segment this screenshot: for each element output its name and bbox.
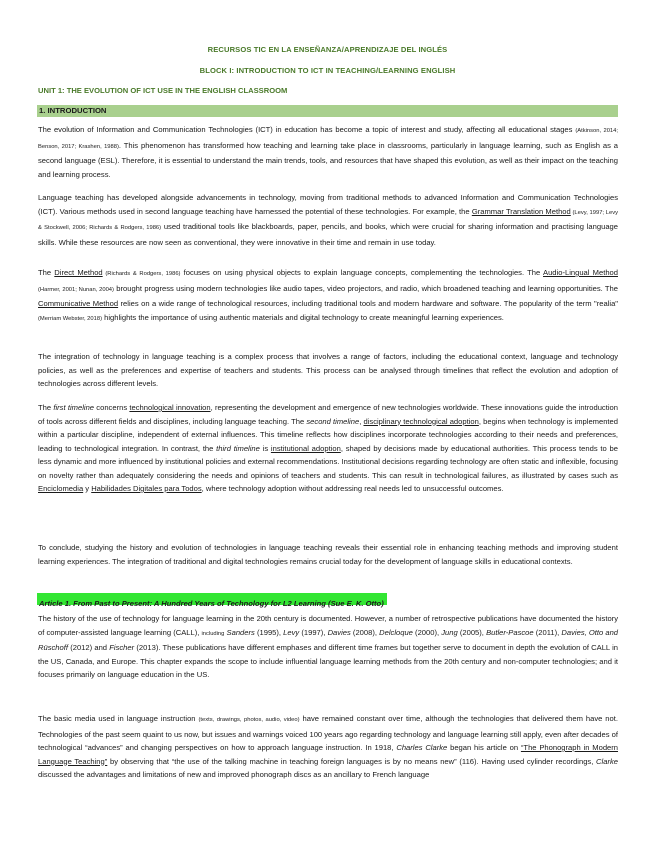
course-title: RECURSOS TIC EN LA ENSEÑANZA/APRENDIZAJE DEL INGLÉS (207, 45, 448, 54)
link-audio-lingual-method[interactable]: Audio-Lingual Method (543, 268, 618, 277)
link-grammar-translation-method[interactable]: Grammar Translation Method (471, 206, 571, 216)
paragraph-direct-method: The Direct Method (Richards & Rodgers, 1986) focuses on using physical objects to explain language concepts, complementing the technologies. The Audio-Lingual Method (Harmer, 2001; Nunan, 2004) brought progress using modern technologies like audio tapes, video projectors, and radio, which broadened teaching and learning opportunities. The Communicative Method relies on a wide range of technological resources, including traditional tools and modern hardware and software. The popularity of the term "realia" (Merriam Webster, 2018) highlights the importance of using authentic materials and digital technology to create meaningful learning experiences. (38, 268, 619, 322)
paragraph-integration: The integration of technology in language teaching is a complex process that involves a range of factors, including the educational context, language and technology policies, as well as the preferences and expertise of teachers and students. This process can be analysed through timelines that reflect the evolution and adoption of technologies across different levels. (38, 352, 618, 388)
link-communicative-method[interactable]: Communicative Method (38, 299, 119, 308)
section-heading-bar (37, 105, 618, 117)
paragraph-methods: Language teaching has developed alongside advancements in technology, moving from traditional methods to advanced Information and Communication Technologies (ICT). Various methods used in second language teaching have harnessed the potential of these technologies. For example, the Grammar Translation Method (Levy, 1997; Levy & Stockwell, 2006; Richards & Rodgers, 1986) used traditional tools like blackboards, paper, pencils, and books, which were crucial for sharing information and practising language skills. While these resources are now seen as conventional, they were innovative in their time and remain in use today. (38, 193, 618, 247)
link-enciclomedia[interactable]: Enciclomedia (38, 484, 84, 493)
paragraph-intro: The evolution of Information and Communication Technologies (ICT) in education has become a topic of interest and study, affecting all educational stages (Atkinson, 2014; Benson, 2017; Krashen, 1988). This phenomenon has transformed how teaching and learning take place in classrooms, particularly in language learning, such as English as a second language (ESL). Therefore, it is essential to understand the main trends, tools, and resources that have shaped this evolution, as well as their impact on the teaching and learning process. (38, 125, 618, 179)
link-disciplinary-adoption[interactable]: disciplinary technological adoption (363, 416, 479, 426)
link-direct-method[interactable]: Direct Method (54, 268, 103, 277)
block-title: BLOCK I: INTRODUCTION TO ICT IN TEACHING/LEARNING ENGLISH (199, 66, 456, 75)
link-institutional-adoption[interactable]: institutional adoption (270, 443, 341, 453)
unit-title: UNIT 1: THE EVOLUTION OF ICT USE IN THE ENGLISH CLASSROOM (38, 86, 288, 95)
paragraph-timelines: The first timeline concerns technological innovation, representing the development and emergence of new technologies worldwide. These innovations guide the introduction of tools across different fields and disciplines, including language teaching. The second timeline, disciplinary technological adoption, begins when technology is implemented within a particular discipline, independent of external influences. This timeline reflects how disciplines incorporate technologies according to their needs and preferences, leading to technological integration. In contrast, the third timeline is institutional adoption, shaped by decisions made by educational authorities. This process tends to be less dynamic and more influenced by institutional policies and external recommendations. Institutional decisions regarding technology are often static and inflexible, focusing on novelty rather than adequately considering the needs and opinions of teachers and students. This can result in technological failures, as illustrated by cases such as Enciclomedia y Habilidades Digitales para Todos, where technology adoption without addressing real needs led to unsuccessful outcomes. (38, 403, 618, 493)
paragraph-conclusion: To conclude, studying the history and evolution of technologies in language teaching reveals their essential role in enhancing teaching methods and improving student learning experiences. The integration of traditional and digital technologies remains crucial today for the development of language skills in educational contexts. (38, 543, 618, 566)
paragraph-call-history: The history of the use of technology for language learning in the 20th century is documented. However, a number of retrospective publications have documented the history of computer-assisted language learning (CALL), including Sanders (1995), Levy (1997), Davies (2008), Delcloque (2000), Jung (2005), Butler-Pascoe (2011), Davies, Otto and Rüschoff (2012) and Fischer (2013). These publications have different emphases and different time frames but together serve to document in depth the evolution of CALL in the US, Canada, and Europe. This chapter expands the scope to include influential language learning methods from the 20th century and non-computer technologies; and it focuses primarily on language education in the US. (38, 614, 619, 679)
link-phonograph-article[interactable]: “The Phonograph in Modern Language Teaching” (38, 743, 619, 766)
section-heading: 1. INTRODUCTION (39, 106, 107, 115)
link-habilidades-digitales[interactable]: Habilidades Digitales para Todos (91, 484, 202, 493)
article-heading: Article 1. From Past to Present: A Hundred Years of Technology for L2 Learning (Sue E. K. Otto) (39, 599, 384, 608)
article-heading-bar (37, 593, 387, 608)
paragraph-basic-media: The basic media used in language instruction (texts, drawings, photos, audio, video) have remained constant over time, although the technologies that delivered them have not. Technologies of the past seem quaint to us now, but issues and warnings voiced 100 years ago regarding technology and language learning still apply, even after decades of technological “advances” and changing perspectives on how to approach language instruction. In 1918, Charles Clarke began his article on “The Phonograph in Modern Language Teaching” by observing that “the use of the talking machine in teaching foreign languages is by no means new” (116). Having used cylinder recordings, Clarke discussed the advantages and limitations of new and improved phonograph discs as an ancillary to French language (38, 714, 619, 779)
link-technological-innovation[interactable]: technological innovation (129, 403, 211, 412)
